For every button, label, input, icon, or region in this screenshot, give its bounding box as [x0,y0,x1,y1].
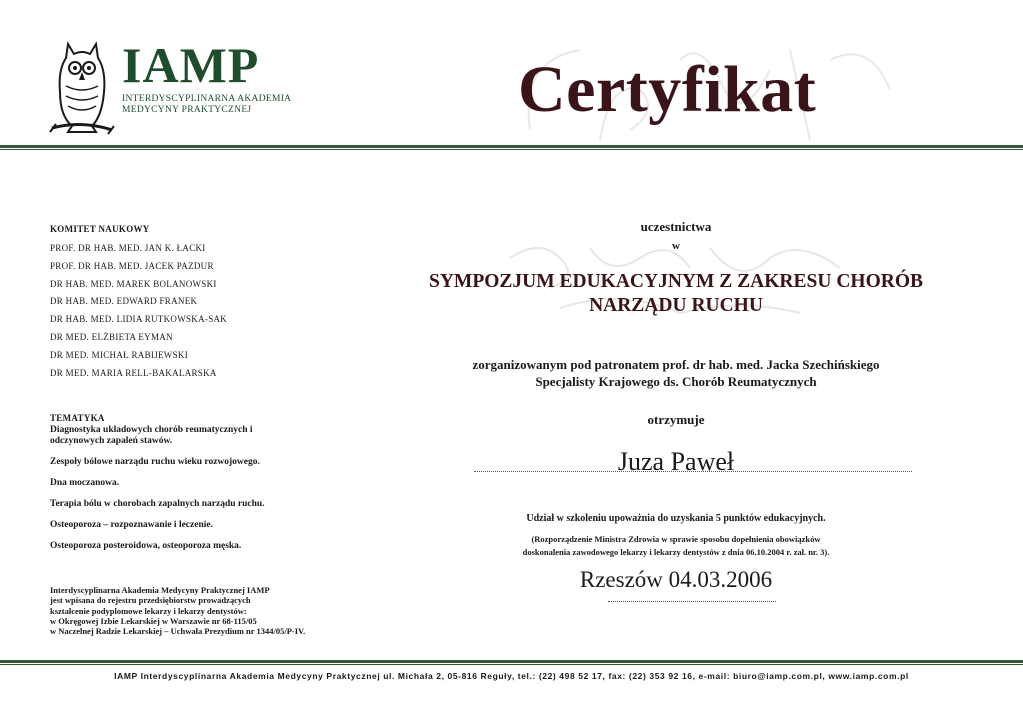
symposium-title-line1: SYMPOZJUM EDUKACYJNYM Z ZAKRESU CHORÓB [428,271,923,292]
regulation-note [416,533,936,559]
signature-dotted-line [608,601,776,602]
registry-line: kształcenie podyplomowe lekarzy i lekarzy dentystów: [50,605,247,616]
registry-line: w Naczelnej Radzie Lekarskiej – Uchwała Prezydium nr 1344/05/P-IV. [50,626,306,637]
logo-subtitle-line1: INTERDYSCYPLINARNA AKADEMIA [122,94,292,104]
topic-item: Diagnostyka układowych chorób reumatycznych i odczynowych zapaleń stawów. [50,425,253,446]
in-label: w [672,240,680,252]
header-divider-thin [0,149,1023,150]
committee-member: DR HAB. MED. LIDIA RUTKOWSKA-SAK [50,314,228,325]
symposium-title-line2: NARZĄDU RUCHU [589,295,763,316]
committee-member: DR MED. MICHAŁ RABIJEWSKI [50,349,188,360]
registry-info [50,585,370,636]
footer-divider [0,660,1023,663]
footer-divider-thin [0,664,1023,665]
points-statement: Udział w szkoleniu upoważnia do uzyskania 5 punktów edukacyjnych. [526,513,826,524]
registry-line: w Okręgowej Izbie Lekarskiej w Warszawie nr 68-115/05 [50,615,257,626]
regulation-line2: doskonalenia zawodowego lekarzy i lekarzy dentystów z dnia 06.10.2004 r. zał. nr. 3). [522,547,830,557]
organizer-info [416,356,936,390]
place-and-date: Rzeszów 04.03.2006 [579,567,773,592]
footer-contact: IAMP Interdyscyplinarna Akademia Medycyny Praktycznej ul. Michała 2, 05-816 Reguły, tel.: (22) 498 52 17, fax: (22) 353 92 16, e-mail: biuro@iamp.com.pl, www.iamp.com.pl [114,671,909,681]
registry-line: jest wpisana do rejestru przedsiębiorstw prowadzących [50,595,251,606]
topic-item: Dna moczanowa. [50,478,120,488]
recipient-dotted-line [474,471,912,472]
certificate-title: Certyfikat [518,53,817,126]
committee-heading: KOMITET NAUKOWY [50,224,150,234]
logo-brand: IAMP [122,37,260,93]
logo-subtitle-line2: MEDYCYNY PRAKTYCZNEJ [122,105,252,115]
owl-logo-icon [48,36,116,136]
committee-member: PROF. DR HAB. MED. JACEK PAZDUR [50,260,214,271]
committee-member: PROF. DR HAB. MED. JAN K. ŁACKI [50,243,206,253]
committee-member: DR HAB. MED. MAREK BOLANOWSKI [50,278,217,289]
symposium-title [416,270,936,318]
committee-member: DR MED. ELŻBIETA EYMAN [50,331,173,342]
registry-line: Interdyscyplinarna Akademia Medycyny Praktycznej IAMP [50,585,270,595]
organizer-line1: zorganizowanym pod patronatem prof. dr hab. med. Jacka Szechińskiego [472,357,880,372]
committee-member: DR MED. MARIA RELL-BAKALARSKA [50,367,217,378]
topic-item: Terapia bólu w chorobach zapalnych narządu ruchu. [50,499,265,509]
topics-section [50,413,330,562]
topics-heading: TEMATYKA [50,413,105,423]
logo-text [122,37,292,116]
header-divider [0,145,1023,148]
recipient-name: Juza Paweł [617,447,735,476]
committee-member: DR HAB. MED. EDWARD FRANEK [50,296,198,307]
participation-label: uczestnictwa [640,219,712,234]
topic-item: Osteoporoza – rozpoznawanie i leczenie. [50,520,213,530]
topic-item: Zespoły bólowe narządu ruchu wieku rozwojowego. [50,457,260,467]
organizer-line2: Specjalisty Krajowego ds. Chorób Reumatycznych [535,374,817,389]
scientific-committee [50,224,300,382]
topic-item: Osteoporoza posteroidowa, osteoporoza męska. [50,541,242,551]
receives-label: otrzymuje [647,412,705,427]
regulation-line1: (Rozporządzenie Ministra Zdrowia w sprawie sposobu dopełnienia obowiązków [531,534,821,544]
